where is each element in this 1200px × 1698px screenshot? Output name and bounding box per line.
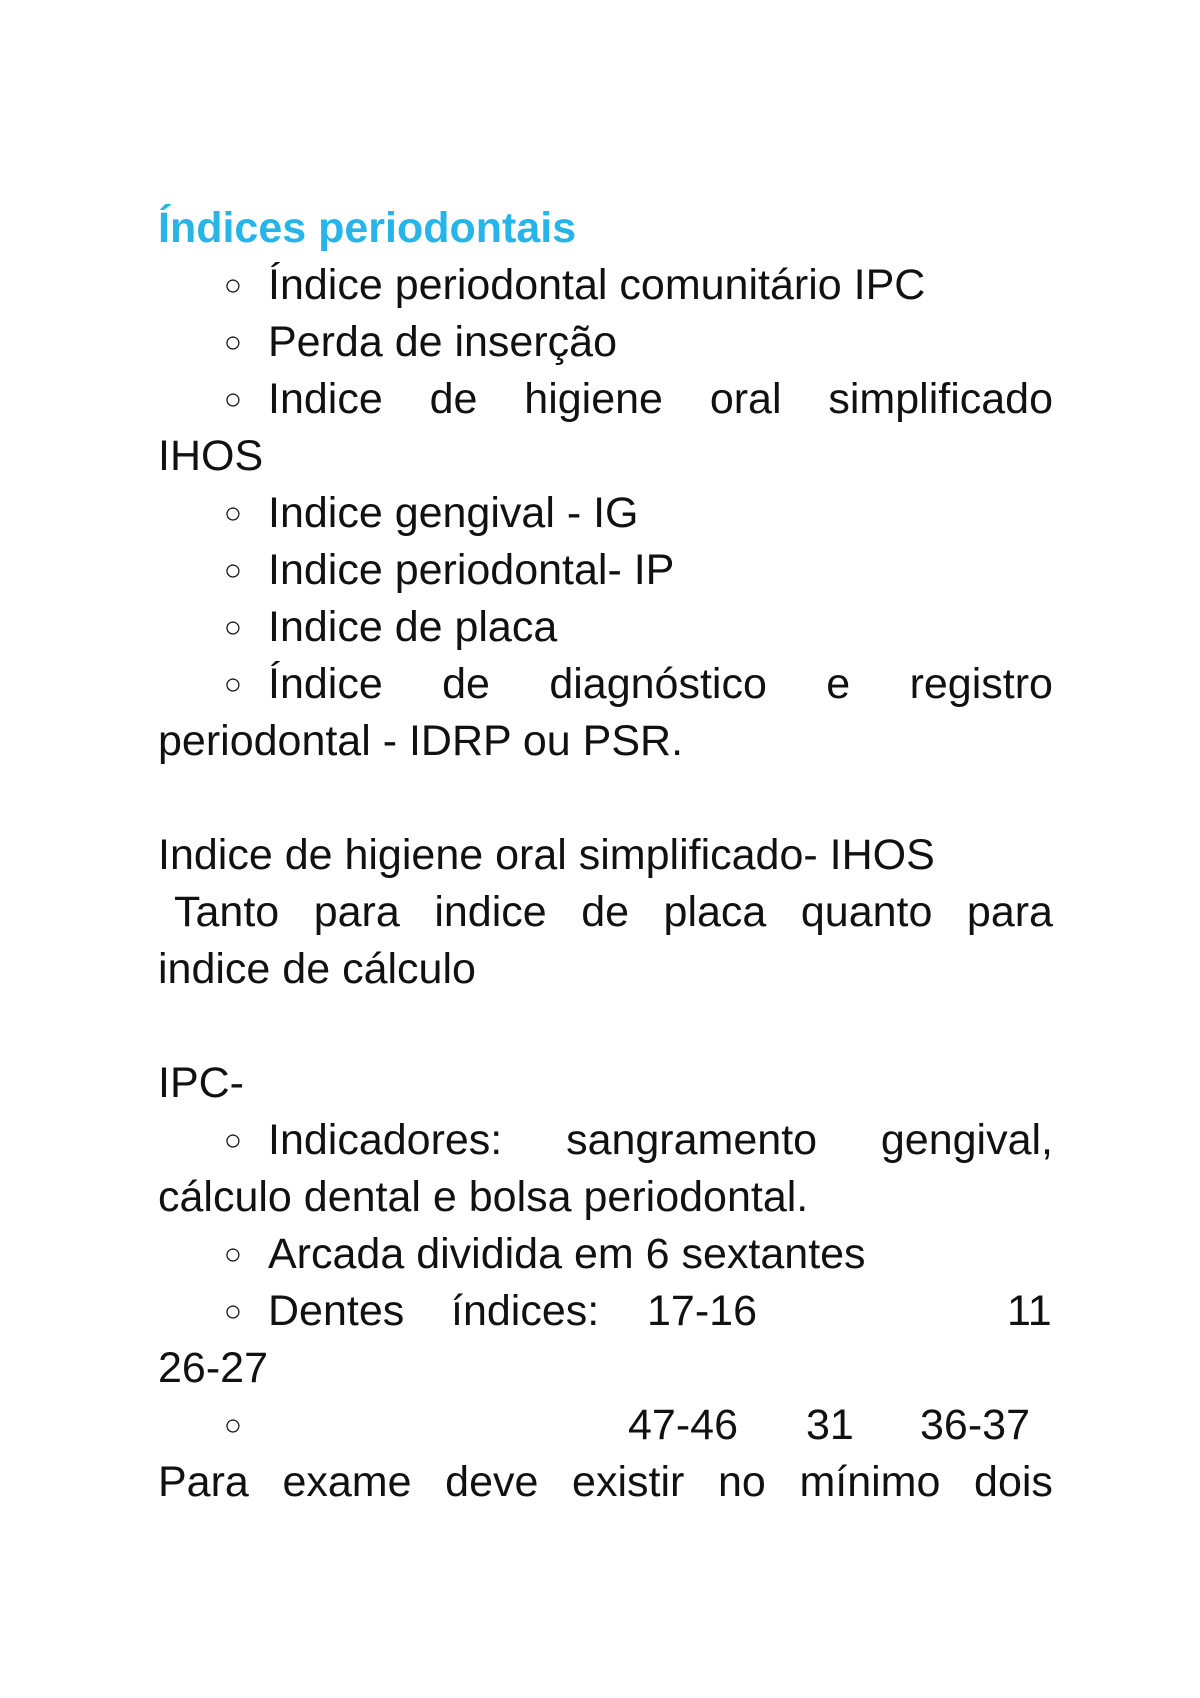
word: indice — [434, 888, 547, 936]
list-item-continuation: cálculo dental e bolsa periodontal. — [158, 1173, 809, 1221]
teeth-group: 31 — [806, 1401, 854, 1449]
word: existir — [572, 1458, 685, 1506]
bullet-icon: ○ — [223, 1124, 242, 1157]
ihos-title: Indice de higiene oral simplificado- IHOS — [158, 831, 935, 879]
word: Tanto — [174, 888, 280, 936]
word: Dentes — [268, 1287, 405, 1335]
teeth-group: 36-37 — [920, 1401, 1030, 1449]
word: Indicadores: — [268, 1116, 503, 1164]
teeth-group: 17-16 — [647, 1287, 757, 1335]
word: oral — [709, 375, 782, 423]
word: simplificado — [828, 375, 1053, 423]
word: quanto — [800, 888, 933, 936]
list-item — [158, 1397, 1053, 1454]
word: Indice — [268, 375, 383, 423]
list-item — [158, 599, 1053, 656]
list-item — [158, 371, 1053, 428]
list-item — [158, 1112, 1053, 1169]
list-item — [158, 485, 1053, 542]
word: no — [717, 1458, 766, 1506]
word: para — [313, 888, 400, 936]
list-item — [158, 314, 1053, 371]
word: para — [966, 888, 1053, 936]
bullet-icon: ○ — [223, 269, 242, 302]
word: gengival, — [880, 1116, 1053, 1164]
word: de — [581, 888, 630, 936]
section-heading: Índices periodontais — [158, 204, 577, 252]
word: de — [429, 375, 478, 423]
bullet-icon: ○ — [223, 554, 242, 587]
bullet-icon: ○ — [223, 668, 242, 701]
bullet-icon: ○ — [223, 611, 242, 644]
word: exame — [282, 1458, 412, 1506]
list-item — [158, 656, 1053, 713]
list-item — [158, 1226, 1053, 1283]
list-item-text: Indice gengival - IG — [268, 489, 639, 537]
word: registro — [909, 660, 1053, 708]
list-item — [158, 1283, 1053, 1340]
word: de — [442, 660, 490, 708]
word: e — [826, 660, 851, 708]
teeth-group: 47-46 — [628, 1401, 738, 1449]
word: sangramento — [566, 1116, 818, 1164]
list-item-text: Perda de inserção — [268, 318, 617, 366]
ihos-paragraph-line — [158, 884, 1053, 941]
bullet-icon: ○ — [223, 383, 242, 416]
word: higiene — [524, 375, 663, 423]
ipc-title: IPC- — [158, 1059, 244, 1107]
word: índices: — [451, 1287, 600, 1335]
word: diagnóstico — [549, 660, 767, 708]
bullet-icon: ○ — [223, 497, 242, 530]
bullet-icon: ○ — [223, 1295, 242, 1328]
list-item-text: Indice periodontal- IP — [268, 546, 675, 594]
word: dois — [974, 1458, 1053, 1506]
list-item-text: Indice de placa — [268, 603, 558, 651]
bullet-icon: ○ — [223, 326, 242, 359]
bullet-icon: ○ — [223, 1409, 242, 1442]
bullet-icon: ○ — [223, 1238, 242, 1271]
list-item-text: Índice periodontal comunitário IPC — [268, 261, 926, 309]
list-item — [158, 542, 1053, 599]
word: deve — [445, 1458, 539, 1506]
paragraph-line — [158, 1454, 1053, 1511]
list-item-continuation: periodontal - IDRP ou PSR. — [158, 717, 684, 765]
teeth-group: 11 — [1007, 1287, 1052, 1335]
list-item-continuation: IHOS — [158, 432, 264, 480]
list-item-text: Arcada dividida em 6 sextantes — [268, 1230, 866, 1278]
document-page — [158, 200, 1053, 1511]
list-item-continuation: 26-27 — [158, 1344, 268, 1392]
word: mínimo — [799, 1458, 941, 1506]
word: placa — [663, 888, 767, 936]
list-item — [158, 257, 1053, 314]
ihos-paragraph-line: indice de cálculo — [158, 945, 476, 993]
word: Índice — [268, 660, 383, 708]
word: Para — [158, 1458, 249, 1506]
